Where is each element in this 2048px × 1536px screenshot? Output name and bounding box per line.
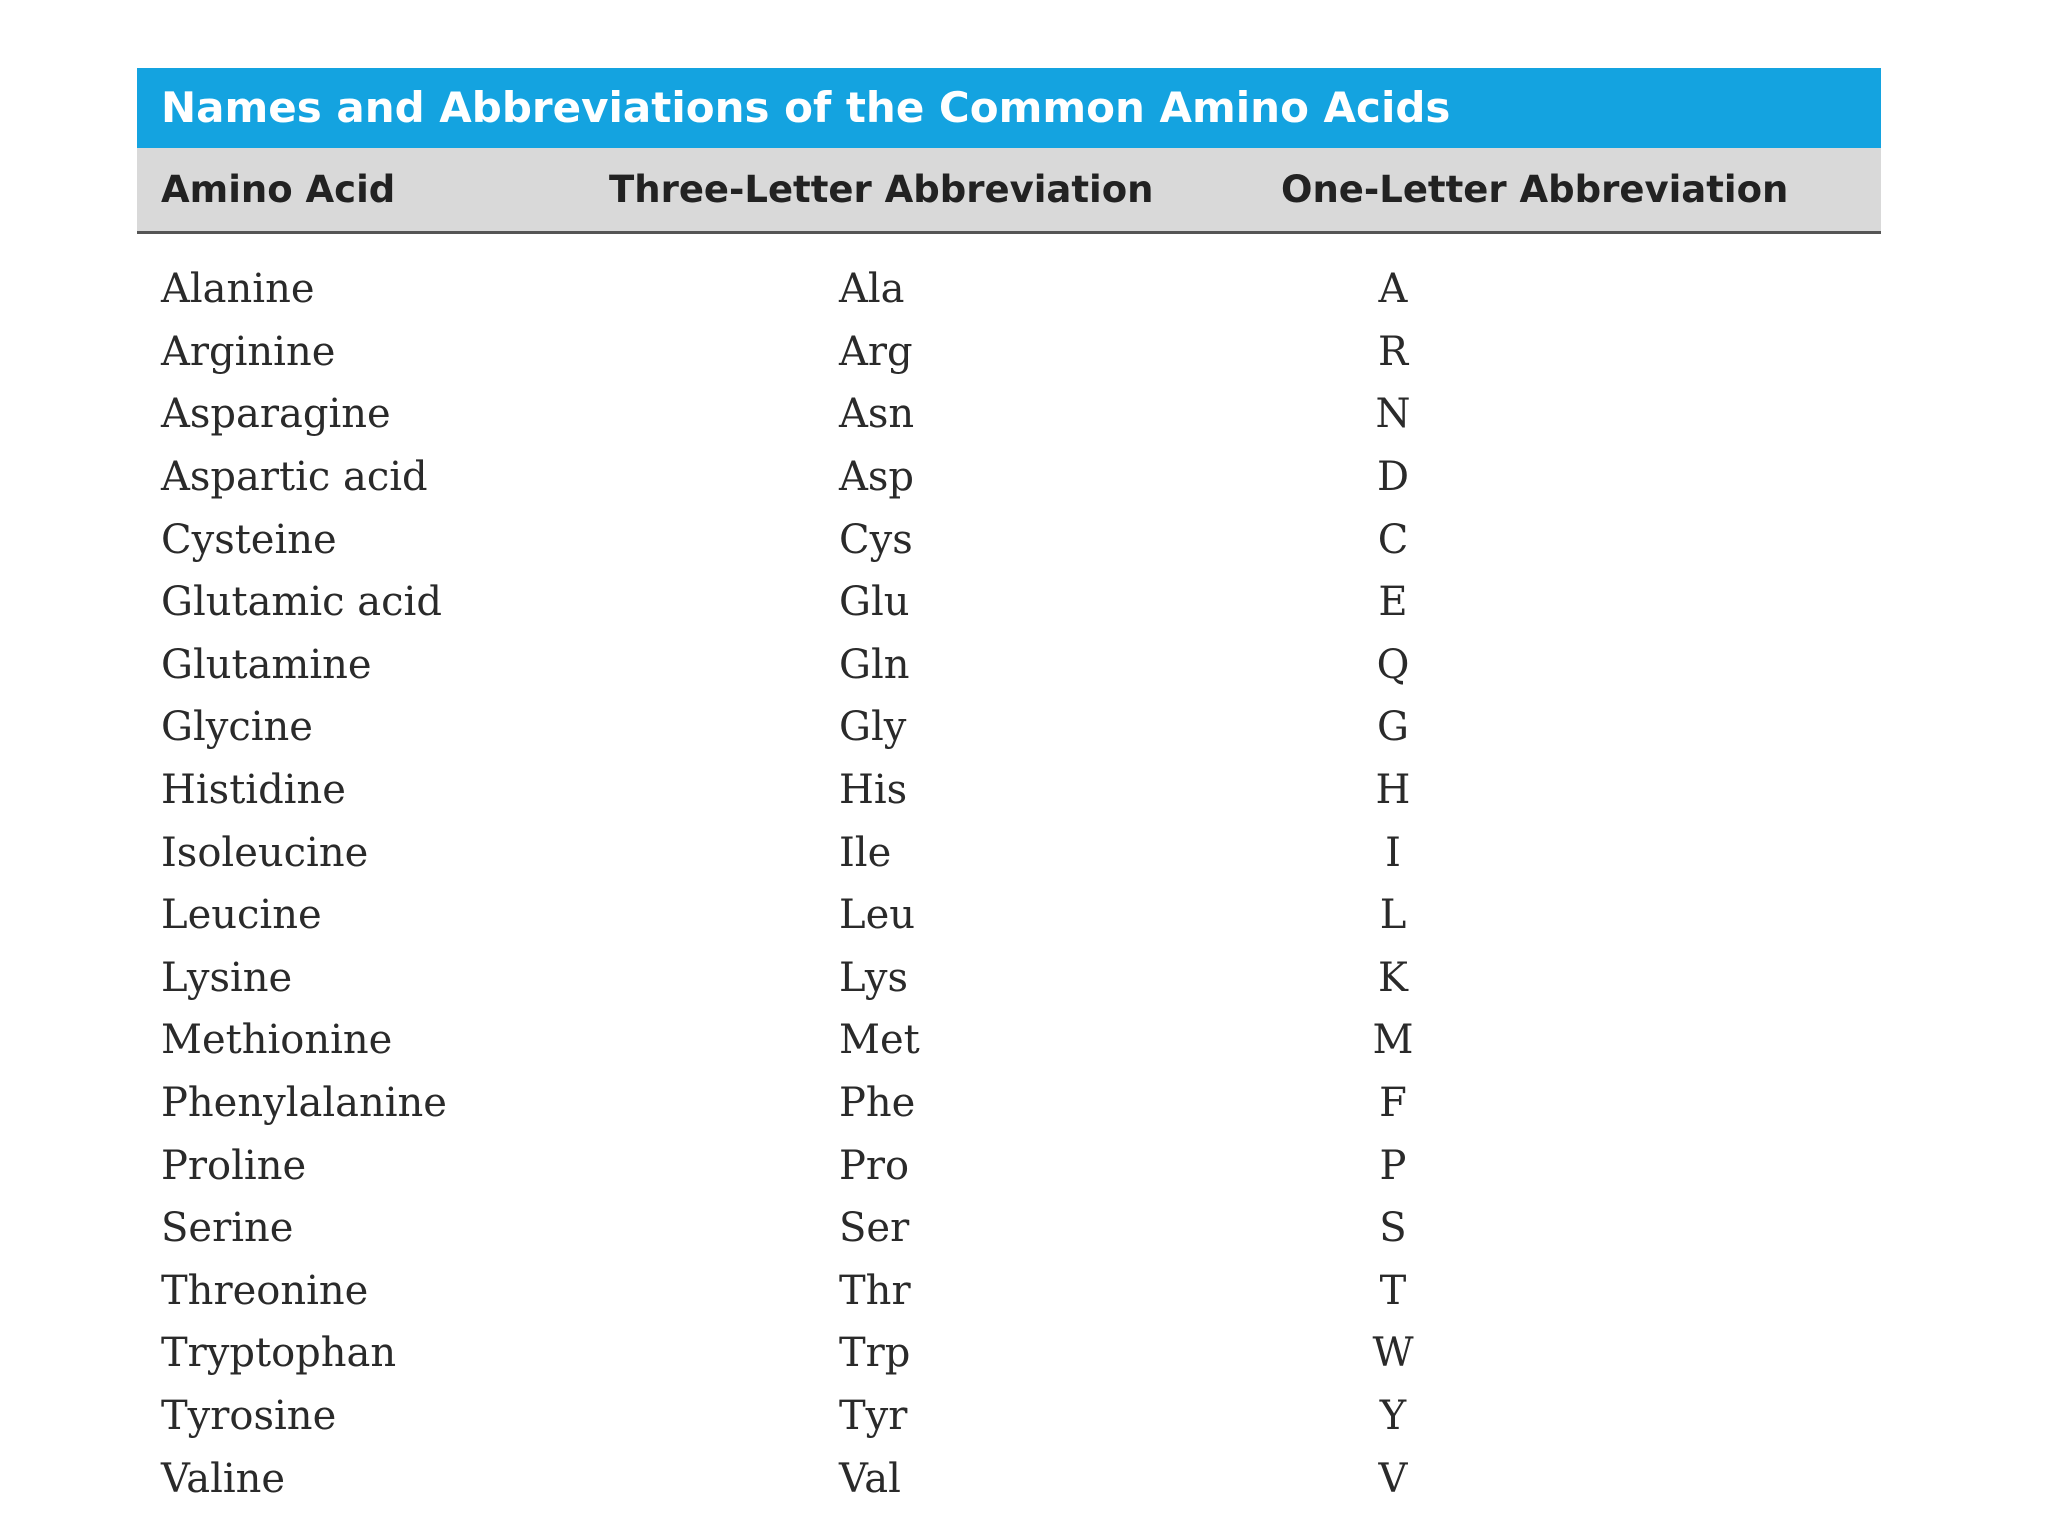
cell-one-letter: N bbox=[1375, 391, 1411, 438]
cell-one-letter: D bbox=[1376, 454, 1410, 501]
cell-one-letter: A bbox=[1378, 266, 1408, 313]
cell-amino-acid: Glutamine bbox=[161, 641, 372, 688]
table-row bbox=[137, 321, 1881, 384]
cell-one-letter: T bbox=[1379, 1267, 1407, 1314]
cell-amino-acid: Asparagine bbox=[161, 391, 391, 438]
cell-amino-acid: Serine bbox=[161, 1205, 294, 1252]
cell-one-letter: F bbox=[1379, 1080, 1407, 1127]
table-row bbox=[137, 258, 1881, 321]
cell-one-letter: E bbox=[1378, 579, 1408, 626]
cell-amino-acid: Proline bbox=[161, 1142, 307, 1189]
cell-amino-acid: Methionine bbox=[161, 1017, 393, 1064]
table-row bbox=[137, 947, 1881, 1010]
cell-one-letter: R bbox=[1377, 328, 1409, 375]
cell-three-letter: Trp bbox=[839, 1330, 911, 1377]
cell-three-letter: Asp bbox=[839, 454, 915, 501]
table-body bbox=[137, 234, 1881, 1510]
cell-three-letter: Gly bbox=[839, 704, 907, 751]
cell-amino-acid: Tyrosine bbox=[161, 1392, 337, 1439]
header-amino-acid: Amino Acid bbox=[161, 168, 396, 211]
cell-three-letter: Cys bbox=[839, 516, 913, 563]
cell-one-letter: W bbox=[1372, 1330, 1414, 1377]
table-row bbox=[137, 884, 1881, 947]
cell-amino-acid: Valine bbox=[161, 1455, 286, 1502]
cell-three-letter: Arg bbox=[839, 328, 913, 375]
cell-one-letter: G bbox=[1377, 704, 1409, 751]
cell-amino-acid: Isoleucine bbox=[161, 829, 369, 876]
cell-three-letter: Leu bbox=[839, 892, 915, 939]
cell-three-letter: Ile bbox=[839, 829, 892, 876]
cell-amino-acid: Threonine bbox=[161, 1267, 369, 1314]
cell-amino-acid: Glutamic acid bbox=[161, 579, 442, 626]
cell-one-letter: K bbox=[1378, 954, 1408, 1001]
cell-one-letter: H bbox=[1375, 767, 1411, 814]
cell-amino-acid: Cysteine bbox=[161, 516, 337, 563]
cell-three-letter: Lys bbox=[839, 954, 908, 1001]
table-row bbox=[137, 1009, 1881, 1072]
table-header bbox=[137, 148, 1881, 234]
header-one-letter: One-Letter Abbreviation bbox=[1281, 168, 1789, 211]
cell-amino-acid: Arginine bbox=[161, 328, 336, 375]
table-row bbox=[137, 634, 1881, 697]
cell-amino-acid: Aspartic acid bbox=[161, 454, 428, 501]
cell-three-letter: Ser bbox=[839, 1205, 910, 1252]
table-row bbox=[137, 759, 1881, 822]
cell-one-letter: Y bbox=[1379, 1392, 1407, 1439]
cell-one-letter: C bbox=[1377, 516, 1409, 563]
cell-one-letter: M bbox=[1372, 1017, 1414, 1064]
cell-three-letter: Glu bbox=[839, 579, 910, 626]
cell-one-letter: Q bbox=[1376, 641, 1410, 688]
cell-one-letter: S bbox=[1379, 1205, 1407, 1252]
header-three-letter: Three-Letter Abbreviation bbox=[609, 168, 1154, 211]
cell-three-letter: His bbox=[839, 767, 908, 814]
cell-amino-acid: Histidine bbox=[161, 767, 346, 814]
cell-amino-acid: Leucine bbox=[161, 892, 322, 939]
table-row bbox=[137, 446, 1881, 509]
cell-three-letter: Tyr bbox=[839, 1392, 908, 1439]
table-row bbox=[137, 383, 1881, 446]
table-row bbox=[137, 1447, 1881, 1510]
table-row bbox=[137, 1260, 1881, 1323]
table-row bbox=[137, 696, 1881, 759]
cell-three-letter: Thr bbox=[839, 1267, 911, 1314]
cell-three-letter: Gln bbox=[839, 641, 910, 688]
cell-one-letter: I bbox=[1385, 829, 1401, 876]
table-row bbox=[137, 1322, 1881, 1385]
amino-acid-table bbox=[137, 68, 1881, 1510]
cell-one-letter: V bbox=[1378, 1455, 1408, 1502]
cell-three-letter: Pro bbox=[839, 1142, 910, 1189]
cell-one-letter: L bbox=[1379, 892, 1407, 939]
cell-amino-acid: Glycine bbox=[161, 704, 313, 751]
table-row bbox=[137, 1134, 1881, 1197]
cell-three-letter: Met bbox=[839, 1017, 920, 1064]
table-row bbox=[137, 1197, 1881, 1260]
cell-three-letter: Asn bbox=[839, 391, 915, 438]
table-row bbox=[137, 508, 1881, 571]
table-row bbox=[137, 571, 1881, 634]
table-title: Names and Abbreviations of the Common Amino Acids bbox=[137, 68, 1881, 148]
cell-amino-acid: Lysine bbox=[161, 954, 293, 1001]
cell-amino-acid: Alanine bbox=[161, 266, 315, 313]
cell-three-letter: Val bbox=[839, 1455, 901, 1502]
cell-amino-acid: Tryptophan bbox=[161, 1330, 397, 1377]
table-row bbox=[137, 821, 1881, 884]
cell-one-letter: P bbox=[1379, 1142, 1407, 1189]
cell-three-letter: Ala bbox=[839, 266, 905, 313]
table-row bbox=[137, 1385, 1881, 1448]
table-row bbox=[137, 1072, 1881, 1135]
cell-three-letter: Phe bbox=[839, 1080, 916, 1127]
cell-amino-acid: Phenylalanine bbox=[161, 1080, 447, 1127]
